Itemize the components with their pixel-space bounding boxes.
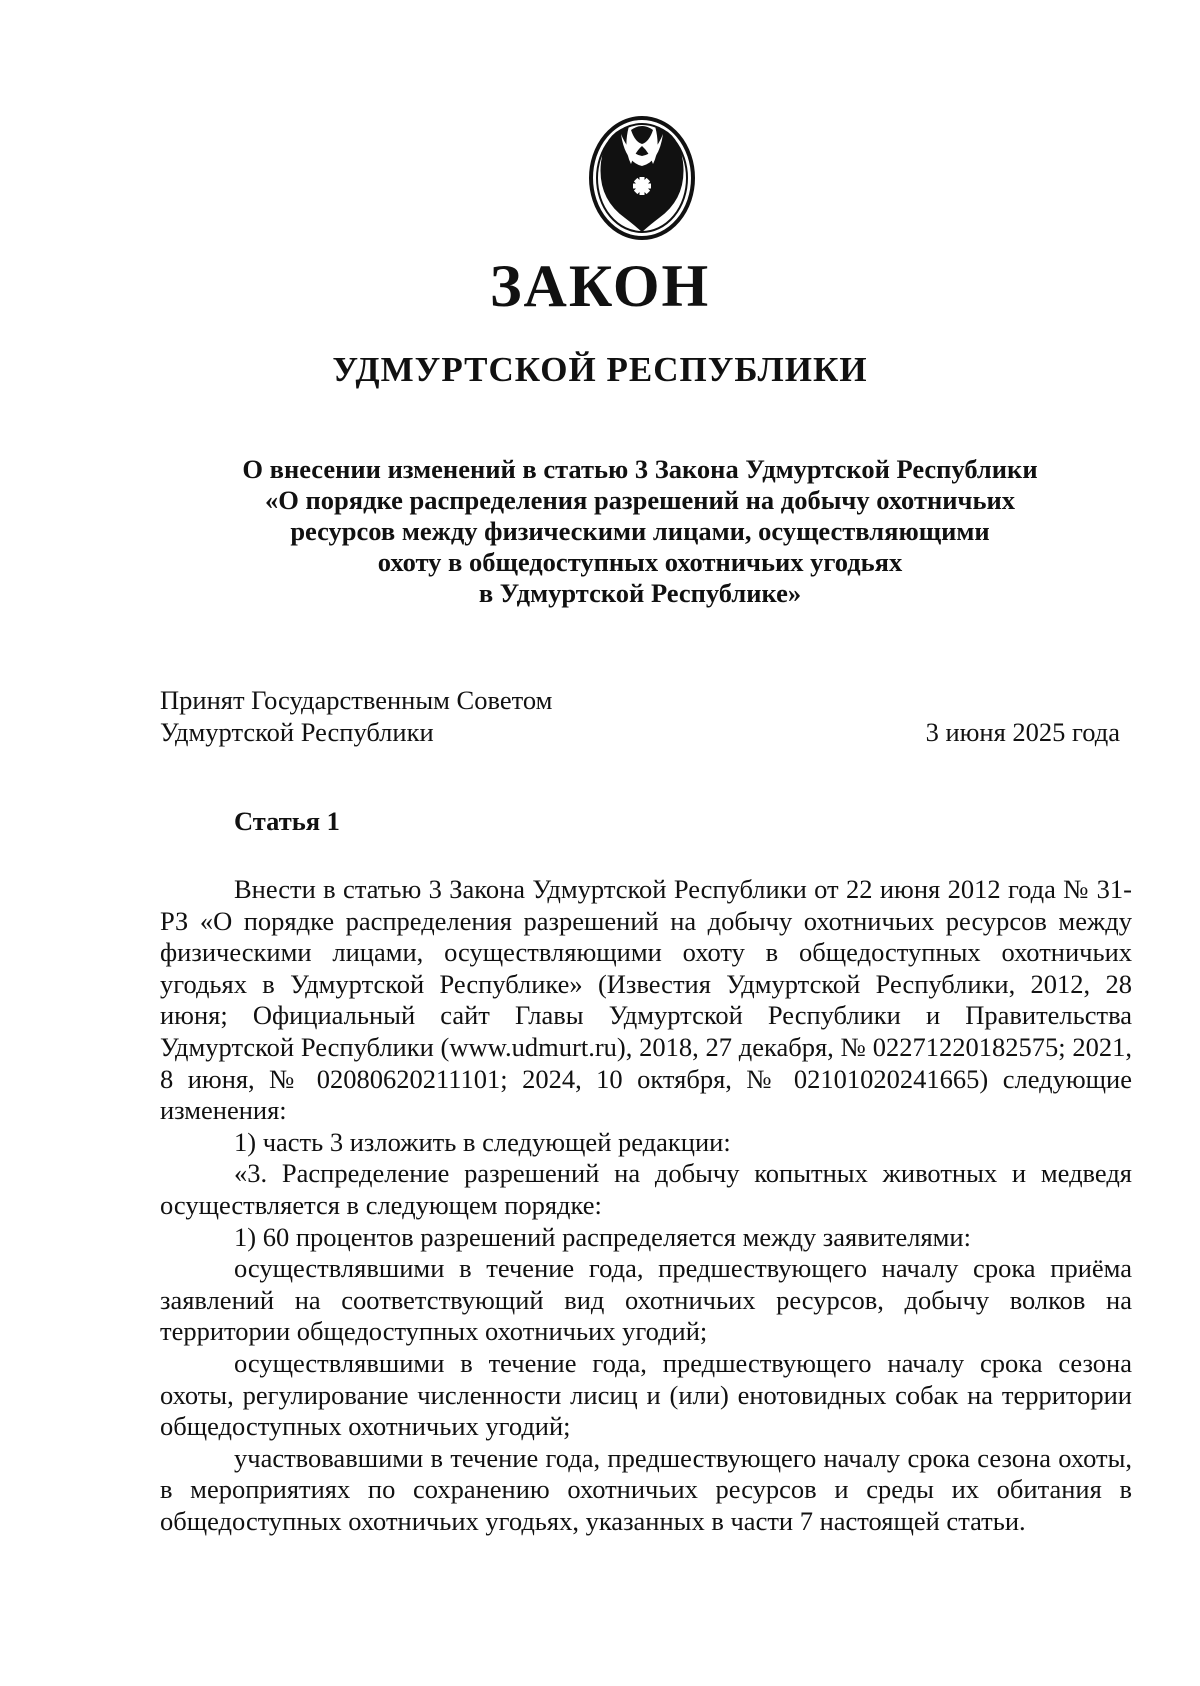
subject-line: ресурсов между физическими лицами, осуществляющими — [290, 516, 990, 546]
document-title: ЗАКОН — [489, 253, 711, 319]
adoption-block — [160, 684, 1120, 748]
udmurt-coat-of-arms-icon — [587, 112, 697, 240]
article-paragraph: осуществлявшими в течение года, предшествующего началу срока приёма заявлений на соответствующий вид охотничьих ресурсов, добычу волков на территории общедоступных охотничьих угодий; — [160, 1253, 1132, 1347]
adoption-date: 3 июня 2025 года — [925, 717, 1120, 747]
article-paragraph: Внести в статью 3 Закона Удмуртской Республики от 22 июня 2012 года № 31-РЗ «О порядке распределения разрешений на добычу охотничьих ресурсов между физическими лицами, осуществляющими охоту в общедоступных охотничьих угодьях в Удмуртской Республике» (Известия Удмуртской Республики, 2012, 28 июня; Официальный сайт Главы Удмуртской Республики и Правительства Удмуртской Республики (www.udmurt.ru), 2018, 27 декабря, № 02271220182575; 2021, 8 июня, № 02080620211101; 2024, 10 октября, № 02101020241665) следующие изменения: — [160, 874, 1132, 1126]
article-paragraph: участвовавшими в течение года, предшествующего началу срока сезона охоты, в мероприятиях по сохранению охотничьих ресурсов и среды их обитания в общедоступных охотничьих угодьях, указанных в части 7 настоящей статьи. — [160, 1442, 1132, 1536]
document-subtitle: УДМУРТСКОЙ РЕСПУБЛИКИ — [332, 350, 868, 389]
adoption-body-line: Удмуртской Республики — [160, 717, 434, 747]
subject-line: охоту в общедоступных охотничьих угодьях — [377, 547, 903, 577]
article-paragraph: осуществлявшими в течение года, предшествующего началу срока сезона охоты, регулирование численности лисиц и (или) енотовидных собак на территории общедоступных охотничьих угодий; — [160, 1347, 1132, 1442]
adoption-body-line: Принят Государственным Советом — [160, 685, 553, 715]
subject-line: «О порядке распределения разрешений на добычу охотничьих — [265, 485, 1015, 515]
article-paragraph: 1) 60 процентов разрешений распределяется между заявителями: — [234, 1221, 971, 1252]
article-body — [160, 874, 1132, 1537]
article-paragraph: «3. Распределение разрешений на добычу копытных животных и медведя осуществляется в следующем порядке: — [160, 1158, 1132, 1220]
law-subject — [160, 454, 1120, 609]
article-paragraph: 1) часть 3 изложить в следующей редакции: — [234, 1126, 731, 1157]
subject-line: О внесении изменений в статью 3 Закона Удмуртской Республики — [242, 454, 1038, 484]
article-heading: Статья 1 — [234, 806, 340, 836]
subject-line: в Удмуртской Республике» — [478, 578, 802, 608]
